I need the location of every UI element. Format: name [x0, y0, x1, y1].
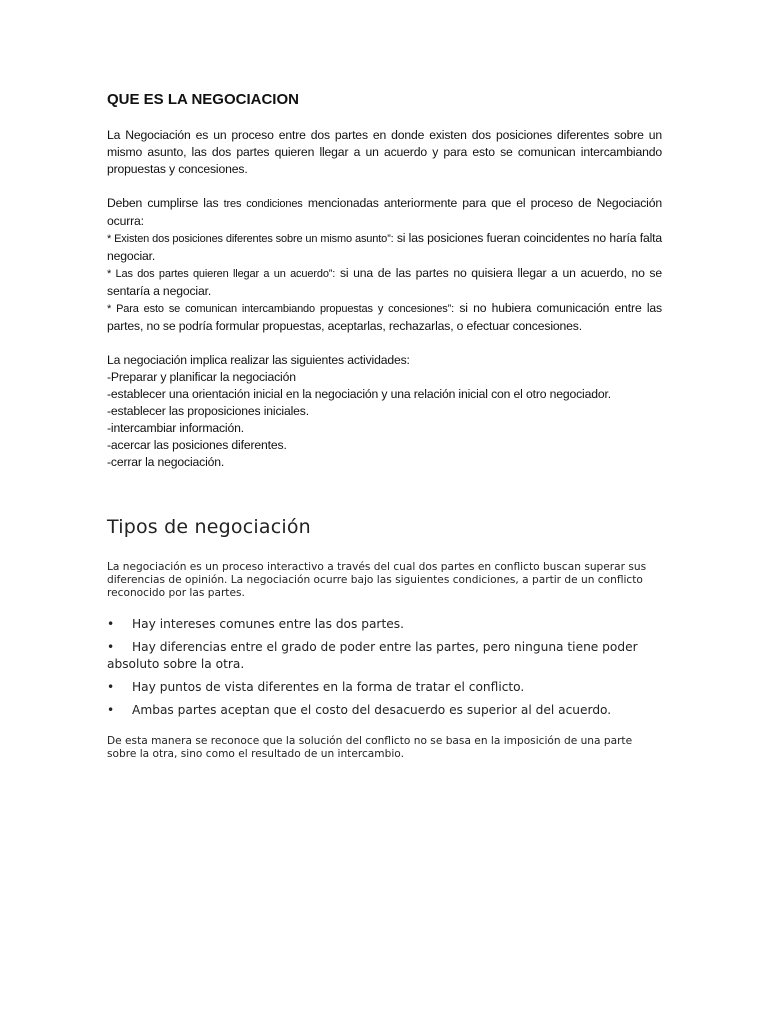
closing-paragraph: De esta manera se reconoce que la solución del conflicto no se basa en la imposición de una parte sobre la otra, sino como el resultado de un intercambio. [107, 735, 633, 760]
bullet-icon: • [107, 703, 115, 717]
activities-intro: La negociación implica realizar las siguientes actividades: [107, 353, 410, 367]
bullet-icon: • [107, 680, 115, 694]
intro-paragraph: La negociación es un proceso interactivo a través del cual dos partes en conflicto buscan superar sus diferencias de opinión. La negociación ocurre bajo las siguientes condiciones, a partir de un conflicto reconocido por las partes. [107, 561, 647, 599]
bullet-item [107, 679, 662, 696]
activity-item: -cerrar la negociación. [107, 455, 225, 469]
bullet-icon: • [107, 640, 115, 654]
conditions-intro: Deben cumplirse las [107, 196, 219, 210]
condition-item [107, 265, 662, 300]
activity-item: -establecer las proposiciones iniciales. [107, 404, 309, 418]
condition-text: si no hubiera comunicación entre las partes, no se podría formular propuestas, aceptarlas, rechazarlas, o efectuar concesiones. [107, 301, 662, 333]
bullet-text: Ambas partes aceptan que el costo del desacuerdo es superior al del acuerdo. [132, 703, 612, 717]
condition-quote: * Las dos partes quieren llegar a un acuerdo”: [107, 268, 336, 280]
bullet-text: Hay intereses comunes entre las dos partes. [132, 617, 404, 631]
condition-item [107, 230, 662, 265]
section-what-is-negotiation [107, 90, 662, 471]
condition-quote: * Existen dos posiciones diferentes sobre un mismo asunto”: [107, 233, 394, 245]
activity-item: -establecer una orientación inicial en la negociación y una relación inicial con el otro negociador. [107, 387, 611, 401]
definition-paragraph: La Negociación es un proceso entre dos partes en donde existen dos posiciones diferentes sobre un mismo asunto, las dos partes quieren llegar a un acuerdo y para esto se comunican intercambiando propuestas y concesiones. [107, 128, 662, 176]
condition-quote: * Para esto se comunican intercambiando propuestas y concesiones”: [107, 303, 455, 315]
bullet-item [107, 639, 662, 673]
condition-text: si las posiciones fueran coincidentes no haría falta negociar. [107, 231, 662, 263]
activity-item: -intercambiar información. [107, 421, 244, 435]
conditions-emphasis: tres condiciones [223, 198, 303, 210]
activities-list [107, 369, 662, 471]
bullet-item [107, 616, 662, 633]
bullet-text: Hay diferencias entre el grado de poder entre las partes, pero ninguna tiene poder absoluto sobre la otra. [107, 640, 638, 671]
conditions-bullet-list [107, 616, 662, 719]
condition-text: si una de las partes no quisiera llegar a un acuerdo, no se sentaría a negociar. [107, 266, 662, 298]
condition-item [107, 300, 662, 335]
section-heading: Tipos de negociación [107, 516, 311, 538]
conditions-paragraph [107, 195, 662, 230]
activity-item: -Preparar y planificar la negociación [107, 370, 296, 384]
conditions-rest: mencionadas anteriormente para que el proceso de Negociación ocurra: [107, 196, 662, 228]
bullet-icon: • [107, 617, 115, 631]
section-title: QUE ES LA NEGOCIACION [107, 91, 299, 108]
activity-item: -acercar las posiciones diferentes. [107, 438, 287, 452]
bullet-text: Hay puntos de vista diferentes en la forma de tratar el conflicto. [132, 680, 525, 694]
bullet-item [107, 702, 662, 719]
section-negotiation-types [107, 514, 662, 761]
